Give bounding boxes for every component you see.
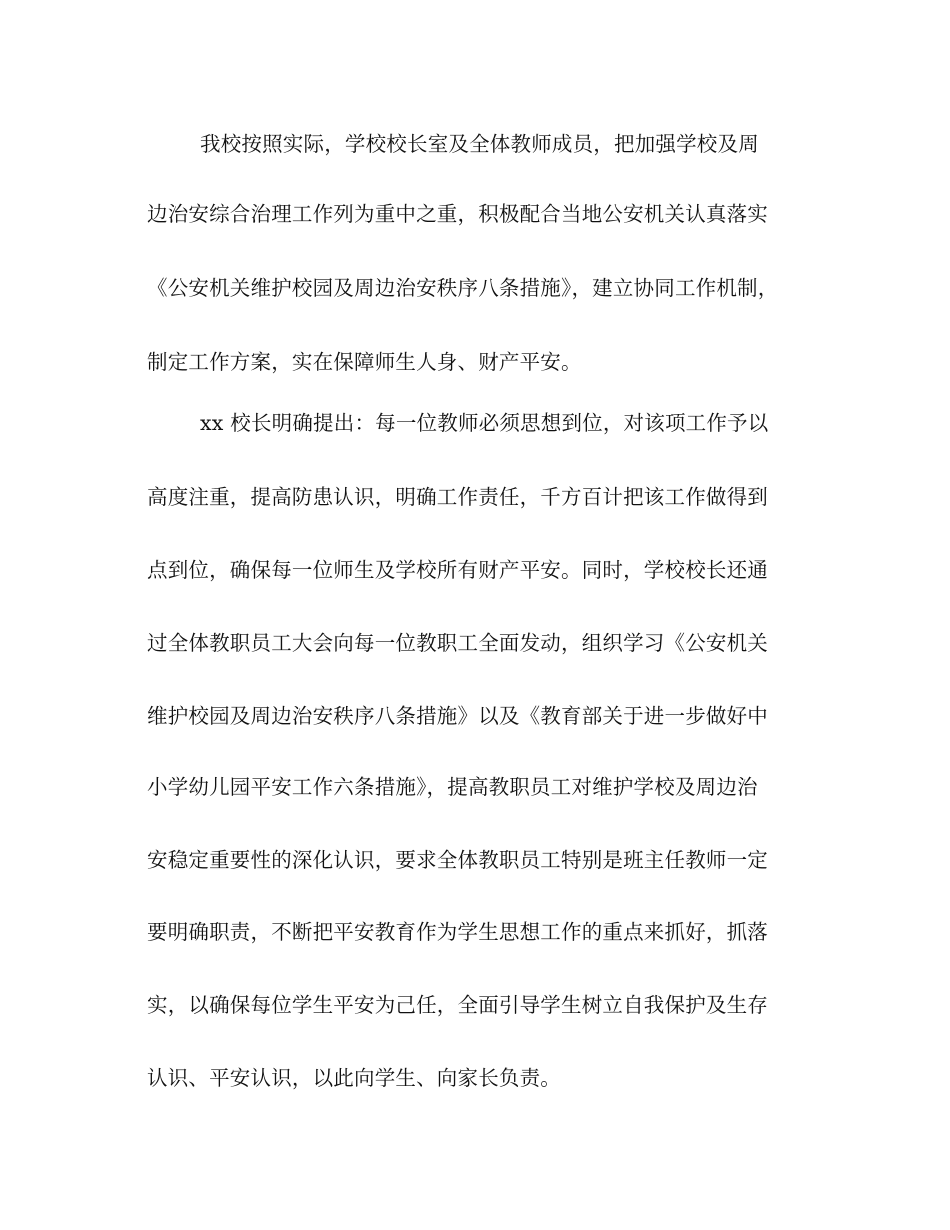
text-line: 点到位，确保每一位师生及学校所有财产平安。同时，学校校长还通 <box>147 558 768 582</box>
text-line: 小学幼儿园平安工作六条措施》，提高教职员工对维护学校及周边治 <box>147 775 758 799</box>
text-line: 认识、平安认识，以此向学生、向家长负责。 <box>147 1066 561 1090</box>
text-line: 维护校园及周边治安秩序八条措施》以及《教育部关于进一步做好中 <box>147 704 768 728</box>
text-line: 我校按照实际，学校校长室及全体教师成员，把加强学校及周 <box>200 132 759 156</box>
text-line: 安稳定重要性的深化认识，要求全体教职员工特别是班主任教师一定 <box>147 848 768 872</box>
text-line: xx 校长明确提出：每一位教师必须思想到位，对该项工作予以 <box>200 411 769 435</box>
text-line: 过全体教职员工大会向每一位教职工全面发动，组织学习《公安机关 <box>147 631 768 655</box>
text-line: 制定工作方案，实在保障师生人身、财产平安。 <box>147 350 582 374</box>
text-line: 要明确职责，不断把平安教育作为学生思想工作的重点来抓好，抓落 <box>147 920 768 944</box>
text-line: 边治安综合治理工作列为重中之重，积极配合当地公安机关认真落实 <box>147 202 768 226</box>
text-line: 《公安机关维护校园及周边治安秩序八条措施》，建立协同工作机制， <box>147 276 779 300</box>
text-line: 高度注重，提高防患认识，明确工作责任，千方百计把该工作做得到 <box>147 485 768 509</box>
text-line: 实，以确保每位学生平安为己任，全面引导学生树立自我保护及生存 <box>147 993 768 1017</box>
